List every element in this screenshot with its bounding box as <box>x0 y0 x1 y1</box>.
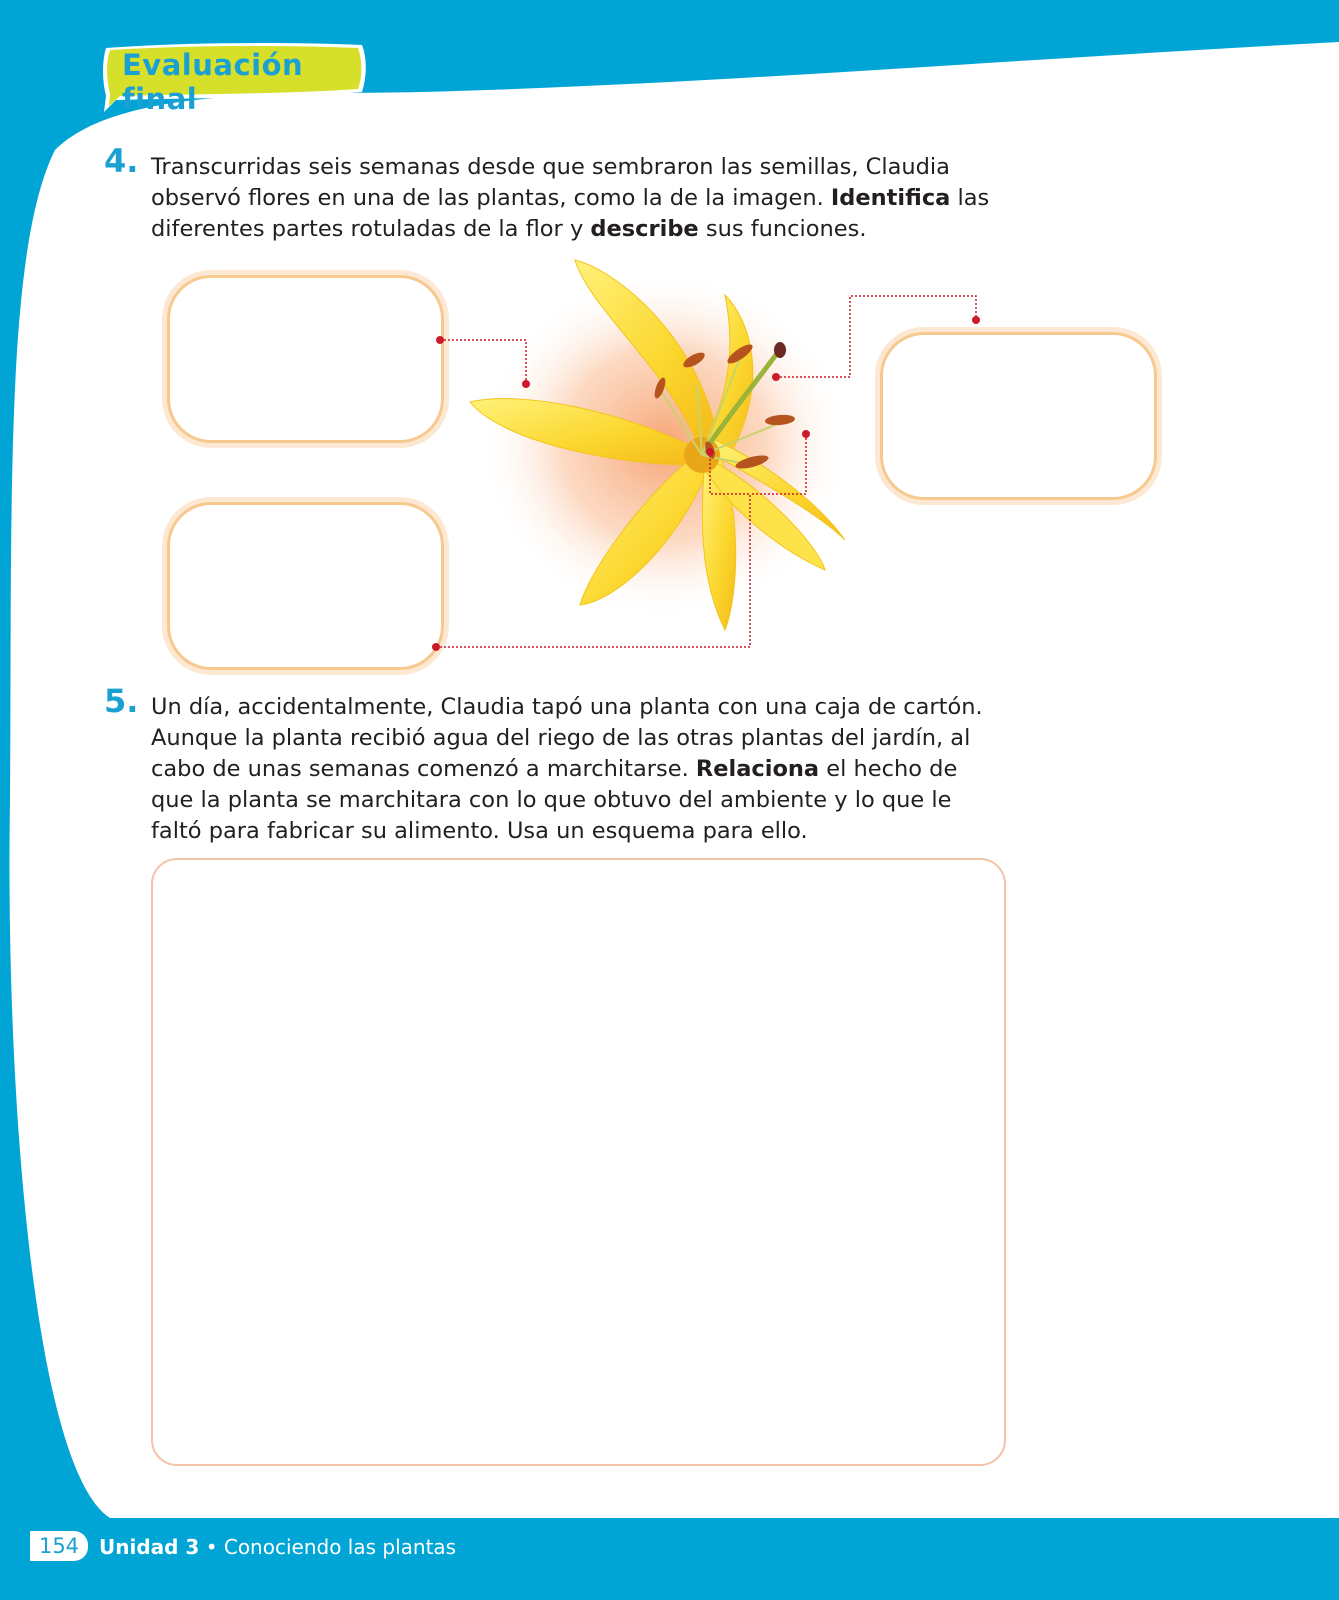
question-4-text-part: Transcurridas seis semanas desde que sembraron las semillas, Claudia observó flores en una de las plantas, como la de la imagen. <box>151 154 950 211</box>
question-5-text-part: Un día, accidentalmente, Claudia tapó una planta con una caja de cartón. Aunque la planta recibió agua del riego de las otras plantas del jardín, al cabo de unas semanas comenzó a marchitarse. <box>151 694 983 782</box>
page-number: 154 <box>30 1531 88 1561</box>
question-5-keyword-relaciona: Relaciona <box>695 756 820 782</box>
answer-box-top-left[interactable] <box>167 275 444 443</box>
answer-box-bottom-left[interactable] <box>167 502 444 670</box>
footer-unit-label: Unidad 3 <box>99 1535 200 1559</box>
question-5-text-part: el hecho de que la planta se marchitara con lo que obtuvo del ambiente y lo que le faltó para fabricar su alimento. Usa un esquema para ello. <box>151 756 958 844</box>
question-4-number: 4. <box>104 142 139 180</box>
footer-separator: • <box>199 1535 224 1559</box>
question-5-number: 5. <box>104 682 139 720</box>
footer-unit-title: Conociendo las plantas <box>223 1535 457 1559</box>
question-5-text <box>151 692 1001 847</box>
question-4-keyword-describe: describe <box>590 216 699 242</box>
lily-flower-icon <box>440 250 860 650</box>
question-4-keyword-identifica: Identifica <box>830 185 951 211</box>
question-4-text <box>151 152 1001 245</box>
footer-unit <box>99 1533 456 1561</box>
answer-box-right[interactable] <box>880 332 1157 500</box>
badge-title: Evaluación final <box>122 48 304 116</box>
question-4-text-part: las diferentes partes rotuladas de la flor y <box>151 185 990 242</box>
diagram-answer-box[interactable] <box>151 858 1006 1466</box>
question-4-text-part: sus funciones. <box>698 216 867 242</box>
